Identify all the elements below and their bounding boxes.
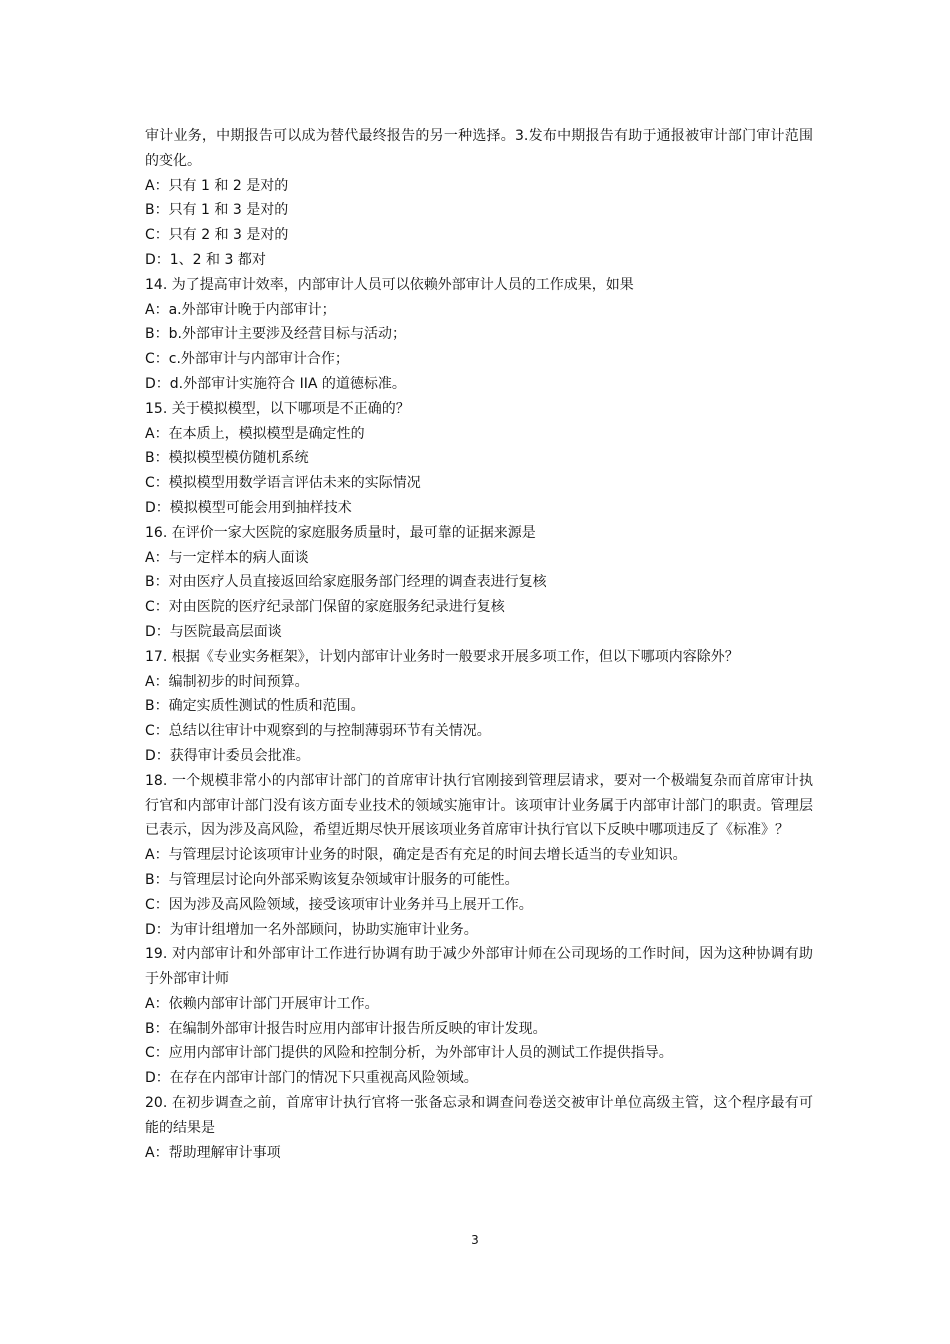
intro-option-d: D：1、2 和 3 都对	[145, 251, 266, 268]
question-14	[145, 273, 813, 397]
question-text: 20. 在初步调查之前，首席审计执行官将一张备忘录和调查问卷送交被审计单位高级主管，这个程序最有可能的结果是	[145, 1095, 813, 1136]
question-20	[145, 1091, 813, 1165]
intro-option-b: B：只有 1 和 3 是对的	[145, 202, 289, 219]
page-content	[145, 124, 813, 1165]
option-b: B：确定实质性测试的性质和范围。	[145, 698, 365, 715]
option-b: B：b.外部审计主要涉及经营目标与活动；	[145, 326, 406, 343]
question-text: 19. 对内部审计和外部审计工作进行协调有助于减少外部审计师在公司现场的工作时间，因为这种协调有助于外部审计师	[145, 946, 813, 988]
option-d: D：为审计组增加一名外部顾问，协助实施审计业务。	[145, 921, 478, 938]
option-c: C：应用内部审计部门提供的风险和控制分析，为外部审计人员的测试工作提供指导。	[145, 1045, 673, 1062]
page-number: 3	[471, 1233, 479, 1247]
question-text: 16. 在评价一家大医院的家庭服务质量时，最可靠的证据来源是	[145, 524, 536, 541]
option-d: D：d.外部审计实施符合 IIA 的道德标准。	[145, 375, 406, 392]
option-c: C：对由医院的医疗纪录部门保留的家庭服务纪录进行复核	[145, 599, 505, 616]
option-d: D：在存在内部审计部门的情况下只重视高风险领域。	[145, 1070, 478, 1087]
option-b: B：对由医疗人员直接返回给家庭服务部门经理的调查表进行复核	[145, 574, 547, 591]
intro-options	[145, 174, 813, 273]
intro-paragraph: 审计业务，中期报告可以成为替代最终报告的另一种选择。3.发布中期报告有助于通报被审计部门审计范围的变化。	[145, 128, 813, 169]
option-c: C：模拟模型用数学语言评估未来的实际情况	[145, 475, 421, 492]
option-b: B：与管理层讨论向外部采购该复杂领域审计服务的可能性。	[145, 871, 519, 888]
option-c: C：c.外部审计与内部审计合作；	[145, 351, 349, 368]
question-18	[145, 769, 813, 943]
intro-option-a: A：只有 1 和 2 是对的	[145, 177, 289, 194]
option-b: B：模拟模型模仿随机系统	[145, 450, 309, 467]
question-text: 17. 根据《专业实务框架》，计划内部审计业务时一般要求开展多项工作，但以下哪项内容除外？	[145, 648, 739, 665]
question-15	[145, 397, 813, 521]
question-text: 18. 一个规模非常小的内部审计部门的首席审计执行官刚接到管理层请求，要对一个极端复杂而首席审计执行官和内部审计部门没有该方面专业技术的领域实施审计。该项审计业务属于内部审计部门的职责。管理层已表示，因为涉及高风险，希望近期尽快开展该项业务首席审计执行官以下反映中哪项违反了《标准》？	[145, 772, 813, 839]
question-17	[145, 645, 813, 769]
option-d: D：与医院最高层面谈	[145, 623, 282, 640]
option-d: D：获得审计委员会批准。	[145, 747, 310, 764]
option-d: D：模拟模型可能会用到抽样技术	[145, 499, 352, 516]
option-a: A：a.外部审计晚于内部审计；	[145, 301, 336, 318]
option-a: A：与一定样本的病人面谈	[145, 549, 309, 566]
intro-option-c: C：只有 2 和 3 是对的	[145, 227, 289, 244]
question-text: 15. 关于模拟模型，以下哪项是不正确的？	[145, 400, 410, 417]
option-a: A：在本质上，模拟模型是确定性的	[145, 425, 365, 442]
question-19	[145, 942, 813, 1091]
option-c: C：因为涉及高风险领域，接受该项审计业务并马上展开工作。	[145, 896, 533, 913]
option-a: A：编制初步的时间预算。	[145, 673, 309, 690]
option-a: A：与管理层讨论该项审计业务的时限，确定是否有充足的时间去增长适当的专业知识。	[145, 847, 687, 864]
option-b: B：在编制外部审计报告时应用内部审计报告所反映的审计发现。	[145, 1020, 547, 1037]
question-16	[145, 521, 813, 645]
question-text: 14. 为了提高审计效率，内部审计人员可以依赖外部审计人员的工作成果，如果	[145, 276, 634, 293]
option-a: A：帮助理解审计事项	[145, 1144, 281, 1161]
option-a: A：依赖内部审计部门开展审计工作。	[145, 995, 379, 1012]
option-c: C：总结以往审计中观察到的与控制薄弱环节有关情况。	[145, 723, 491, 740]
